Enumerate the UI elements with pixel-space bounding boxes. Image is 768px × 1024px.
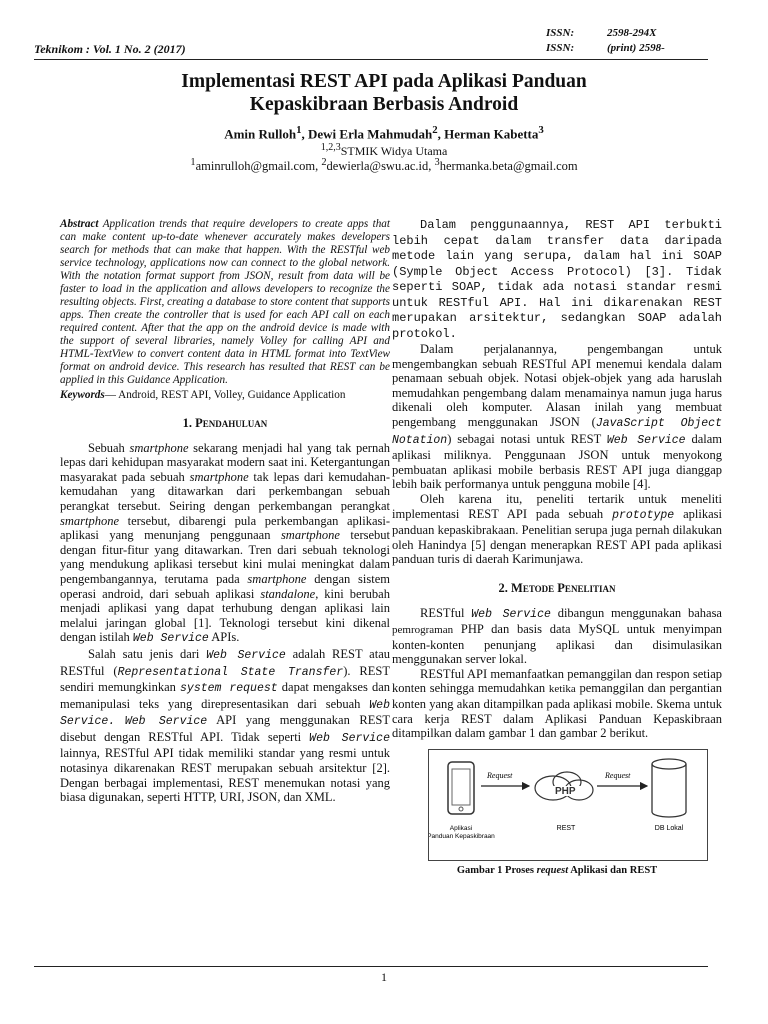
author-name: Dewi Erla Mahmudah (308, 126, 433, 142)
abstract (60, 218, 390, 387)
footer-rule (34, 966, 708, 967)
email-sup: 2 (321, 157, 327, 168)
app-label-1: Aplikasi (449, 824, 473, 832)
title-line-1: Implementasi REST API pada Aplikasi Panduan (181, 71, 587, 92)
app-label-2: Panduan Kepaskibraan (429, 832, 495, 840)
author-list: Amin Rulloh$^1$, Dewi Erla Mahmudah$^2$, Herman Kabetta$^3$ (224, 124, 544, 142)
issn-label-2: ISSN: (546, 42, 575, 54)
paragraph-5: Oleh karena itu, peneliti tertarik untuk meneliti implementasi REST API pada sebuah prototype aplikasi panduan kepaskibrakaan. Penelitian serupa juga pernah dilakukan oleh Hanindya [5] dengan menerapkan REST API pada aplikasi panduan turis di daerah Karimunjawa. (392, 491, 722, 567)
paragraph-2: Salah satu jenis dari Web Service adalah REST atau RESTful (Representational State Transfer). REST sendiri memungkinkan system request dapat mengakses dan memanipulasi teks yang direpresentasikan dari sebuah Web Service. Web Service API yang menggunakan REST disebut dengan RESTful API. Tidak seperti Web Service lainnya, RESTful API tidak memiliki standar yang resmi untuk notasinya dikarenakan REST merupakan sebuah arsitektur [2]. Dengan berbagai implementasi, REST menemukan notasi yang biasa digunakan, seperti HTTP, URI, JSON, dan XML. (60, 646, 390, 805)
keywords (60, 389, 390, 402)
abstract-label: Abstract (60, 218, 99, 230)
issn-value-1: 2598-294X (607, 27, 657, 39)
issn-label-1: ISSN: (546, 27, 575, 39)
left-column (60, 218, 390, 805)
issn-value-2: (print) 2598- (607, 42, 665, 54)
author-sup: 2 (432, 124, 438, 136)
section-heading-1 (60, 416, 390, 431)
abstract-text: Application trends that require developers to create apps that can make content up-to-date whenever accurately makes developers search for methods that can make that happen. With the RESTful web service technology, applications now can connect to the global network. With the notation format support from JSON, result from data will be faster to load in the application and allows developers to recognize the resulting objects. First, creating a database to store content that supports apps. Then create the controller that is used for each API call on each required content. After that the app on the android device is made with the support of several libraries, namely Volley for calling API and HTML-TextView to convert content data in HTML format into TextView format on android device. This research has resulted that REST can be applied in this Guidance Application. (60, 218, 390, 386)
keywords-label: Keywords (60, 389, 105, 401)
smartphone-icon (448, 762, 474, 814)
email: aminrulloh@gmail.com, (195, 159, 319, 174)
email-sup: 1 (190, 157, 196, 168)
author-emails (60, 157, 708, 174)
section-heading-2 (392, 581, 722, 596)
paper-title (60, 70, 708, 116)
php-cloud-icon (535, 772, 593, 800)
request-label-1: Request (487, 770, 513, 780)
email: hermanka.beta@gmail.com (439, 159, 578, 174)
page-number: 1 (381, 970, 387, 984)
email: dewierla@swu.ac.id, (326, 159, 432, 174)
paragraph-6: RESTful Web Service dibangun menggunakan bahasa pemrograman PHP dan basis data MySQL untuk menyimpan konten-konten penunjang aplikasi dan disimulasikan menggunakan server lokal. (392, 605, 722, 667)
author-sup: 3 (538, 124, 544, 136)
affil-name: STMIK Widya Utama (340, 144, 448, 158)
author-name: Herman Kabetta (444, 126, 539, 142)
figure-1 (428, 749, 708, 861)
rest-diagram (429, 750, 707, 860)
section-title: Pendahuluan (195, 416, 268, 430)
rest-label: REST (556, 824, 576, 832)
author-sup: 1 (296, 124, 302, 136)
request-label-2: Request (605, 770, 631, 780)
journal-header: Teknikom : Vol. 1 No. 2 (2017) (34, 42, 186, 56)
right-column (392, 218, 722, 878)
paragraph-3: Dalam penggunaannya, REST API terbukti lebih cepat dalam transfer data daripada metode lain yang serupa, dalam hal ini SOAP (Symple Object Access Protocol) [3]. Tidak seperti SOAP, tidak ada notasi standar resmi untuk RESTful API. Hal ini dikarenakan REST merupakan arsitektur, sedangkan SOAP adalah protokol. (392, 218, 722, 341)
database-icon (652, 759, 686, 817)
section-number: 1. (182, 416, 193, 430)
email-sup: 3 (434, 157, 440, 168)
affil-sup: 1,2,3 (320, 142, 341, 153)
section-title: Metode Penelitian (511, 580, 616, 595)
paragraph-1: Sebuah smartphone sekarang menjadi hal yang tak pernah lepas dari kehidupan masyarakat modern saat ini. Ketergantungan masyarakat pada sebuah smartphone tak lepas dari kemudahan-kemudahan yang ditawarkan dari perkembangan sebuah perangkat tersebut. Seiring dengan perkembangan perangkat smartphone tersebut, dibarengi pula perkembangan aplikasi-aplikasi yang menunjang penggunaan smartphone tersebut dengan fitur-fitur yang ditawarkan. Tren dari sebuah teknologi yang mendukung aplikasi tersebut kini mulai meningkat dalam pengembangannya, terutama pada smartphone dengan sistem operasi android, dari sebuah aplikasi standalone, kini berubah menjadi aplikasi yang dapat terhubung dengan aplikasi lain melalui jaringan global [1]. Teknologi tersebut kini dikenal dengan istilah Web Service APIs. (60, 440, 390, 646)
section-number: 2. (498, 580, 508, 595)
svg-text:PHP: PHP (555, 785, 576, 797)
figure-caption: Gambar 1 Proses request Aplikasi dan REST (456, 864, 658, 876)
header-rule (34, 59, 708, 60)
keywords-text: — Android, REST API, Volley, Guidance Application (104, 389, 346, 401)
paragraph-7: RESTful API memanfaatkan pemanggilan dan respon setiap konten sehingga memudahkan ketika pemanggilan dan pergantian konten yang akan ditampilkan pada aplikasi mobile. Skema untuk cara kerja REST dalam Aplikasi Panduan Kepaskibraan ditampilkan dalam gambar 1 dan gambar 2 berikut. (392, 666, 723, 741)
db-label: DB Lokal (654, 824, 684, 832)
author-name: Amin Rulloh (224, 126, 297, 142)
paragraph-4: Dalam perjalanannya, pengembangan untuk mengembangkan sebuah RESTful API menemui kendala dalam penamaan sebuah objek. Notasi objek-objek yang ada haruslah memudahkan pengembang dalam menamainya namun juga harus dikenali oleh komputer. Alasan inilah yang membuat pengembang menggunakan JSON (JavaScript Object Notation) sebagai notasi untuk REST Web Service dalam aplikasi miliknya. Penggunaan JSON untuk menyokong pembuatan aplikasi mobile berbasis REST API juga dianggap lebih baik performanya untuk pengguna mobile [4]. (392, 342, 722, 492)
title-line-2: Kepaskibraan Berbasis Android (249, 94, 519, 115)
